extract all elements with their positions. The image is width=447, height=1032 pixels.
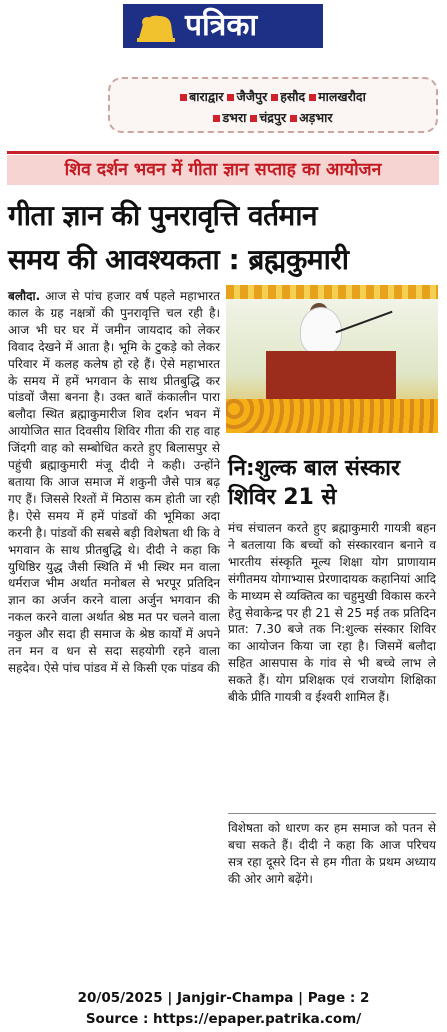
- square-bullet-icon: [227, 94, 234, 101]
- kicker: शिव दर्शन भवन में गीता ज्ञान सप्ताह का आयोजन: [7, 155, 439, 185]
- tag-item[interactable]: जैजैपुर: [227, 88, 267, 105]
- article-body-left: आज से पांच हजार वर्ष पहले महाभारत काल के ग्रह नक्षत्रों की पुनरावृत्ति चल रही है। आज भी घर घर में जमीन जायदाद को लेकर विवाद देखने में आता है। भूमि के टुकड़े को लेकर परिवार में कलह कलेष हो रहे हैं। ऐसे महाभारत के समय में हमें भगवान के साथ प्रीतबुद्धि कर पांडवों जैसा बनना है। उक्त बातें कंकालीन पारा बलौदा स्थित ब्रह्माकुमारीज शिव दर्शन भवन में आयोजित सात दिवसीय शिविर गीता की राह वाह जिंदगी वाह को सम्बोधित करते हुए बिलासपुर से पहुंची ब्रह्माकुमारी मंजू दीदी ने कही। उन्होंने बताया कि आज समाज में शकुनी जैसे पात्र बढ़ गए हैं। जिससे रिश्तों में मिठास कम होती जा रही है। ऐसे समय में हमें पांडवों की भूमिका अदा करनी है। पांडवों की सबसे बड़ी विशेषता थी कि वे भगवान के साथ प्रीतबुद्धि थे। दीदी ने कहा कि युधिष्ठिर युद्ध जैसी स्थिति में भी स्थिर मन वाला धर्मराज भीम अर्थात मनोबल से भरपूर प्रतिदिन ज्ञान का अर्जन करने वाला अर्जुन भगवान की नकल करने वाला अर्थात श्रेष्ठ मत पर चलने वाला नकुल और सदा ही समाज के श्रेष्ठ कार्यों में अपने तन मन व धन से सदा सहयोगी रहने वाला सहदेव। ऐसे पांच पांडव में से किसी एक पांडव की: [8, 289, 220, 675]
- news-photo: [226, 285, 438, 433]
- paper-name: पत्रिका: [185, 8, 258, 43]
- tag-item[interactable]: मालखरौदा: [309, 88, 366, 105]
- square-bullet-icon: [271, 94, 278, 101]
- dateline: बलौदा.: [8, 289, 41, 303]
- tag-item[interactable]: अड़भार: [290, 109, 332, 126]
- tag-item[interactable]: हसौद: [271, 88, 305, 105]
- article-left-column: [8, 288, 220, 677]
- kicker-rule: [7, 151, 439, 154]
- flower-decoration: [226, 399, 438, 433]
- square-bullet-icon: [180, 94, 187, 101]
- square-bullet-icon: [250, 115, 257, 122]
- square-bullet-icon: [213, 115, 220, 122]
- article-body-right: मंच संचालन करते हुए ब्रह्माकुमारी गायत्री बहन ने बतलाया कि बच्चों को संस्कारवान बनाने व भारतीय संस्कृति मूल्य शिक्षा योग प्राणायाम संगीतमय योगाभ्यास प्रेरणादायक कहानियां आदि के माध्यम से व्यक्तित्व का चहुमुखी विकास करने हेतु सेवाकेन्द्र पर ही 21 से 25 मई तक प्रतिदिन प्रात: 7.30 बजे तक नि:शुल्क संस्कार शिविर का आयोजन किया जा रहा है। जिसमें बलौदा सहित आसपास के गांव से भी बच्चे लाभ ले सकते हैं। योग प्रशिक्षक एवं राजयोग शिक्षिका बीके प्रीति गायत्री व ईश्वरी शामिल हैं।: [228, 521, 436, 705]
- footer-date-edition: 20/05/2025 | Janjgir-Champa | Page : 2: [77, 990, 370, 1006]
- masthead: [123, 4, 323, 48]
- square-bullet-icon: [290, 115, 297, 122]
- headline-line-1: गीता ज्ञान की पुनरावृत्ति वर्तमान: [8, 199, 318, 232]
- headline-line-2: समय की आवश्यकता : ब्रह्मकुमारी: [8, 243, 349, 276]
- tag-item[interactable]: डभरा: [213, 109, 246, 126]
- lion-emblem-icon: [133, 6, 179, 46]
- subheading-line-1: नि:शुल्क बाल संस्कार: [228, 456, 401, 481]
- footer: [0, 988, 447, 1030]
- location-tag-box: [108, 77, 438, 133]
- square-bullet-icon: [309, 94, 316, 101]
- garland-decoration: [226, 285, 438, 299]
- article-body-right-continued: विशेषता को धारण कर हम समाज को पतन से बचा सकते हैं। दीदी ने कहा कि आज परिचय सत्र रहा दूसरे दिन से हम गीता के प्रथम अध्याय की ओर आगे बढ़ेंगे।: [228, 821, 436, 886]
- tag-row-1: [110, 88, 436, 105]
- tag-item[interactable]: बाराद्वार: [180, 88, 223, 105]
- footer-source: Source : https://epaper.patrika.com/: [85, 1011, 362, 1027]
- subheading-line-2: शिविर 21 से: [228, 485, 337, 510]
- podium: [266, 351, 396, 399]
- tag-row-2: [110, 109, 436, 126]
- tag-item[interactable]: चंद्रपुर: [250, 109, 286, 126]
- column-divider: [228, 813, 436, 814]
- microphone-icon: [335, 311, 392, 333]
